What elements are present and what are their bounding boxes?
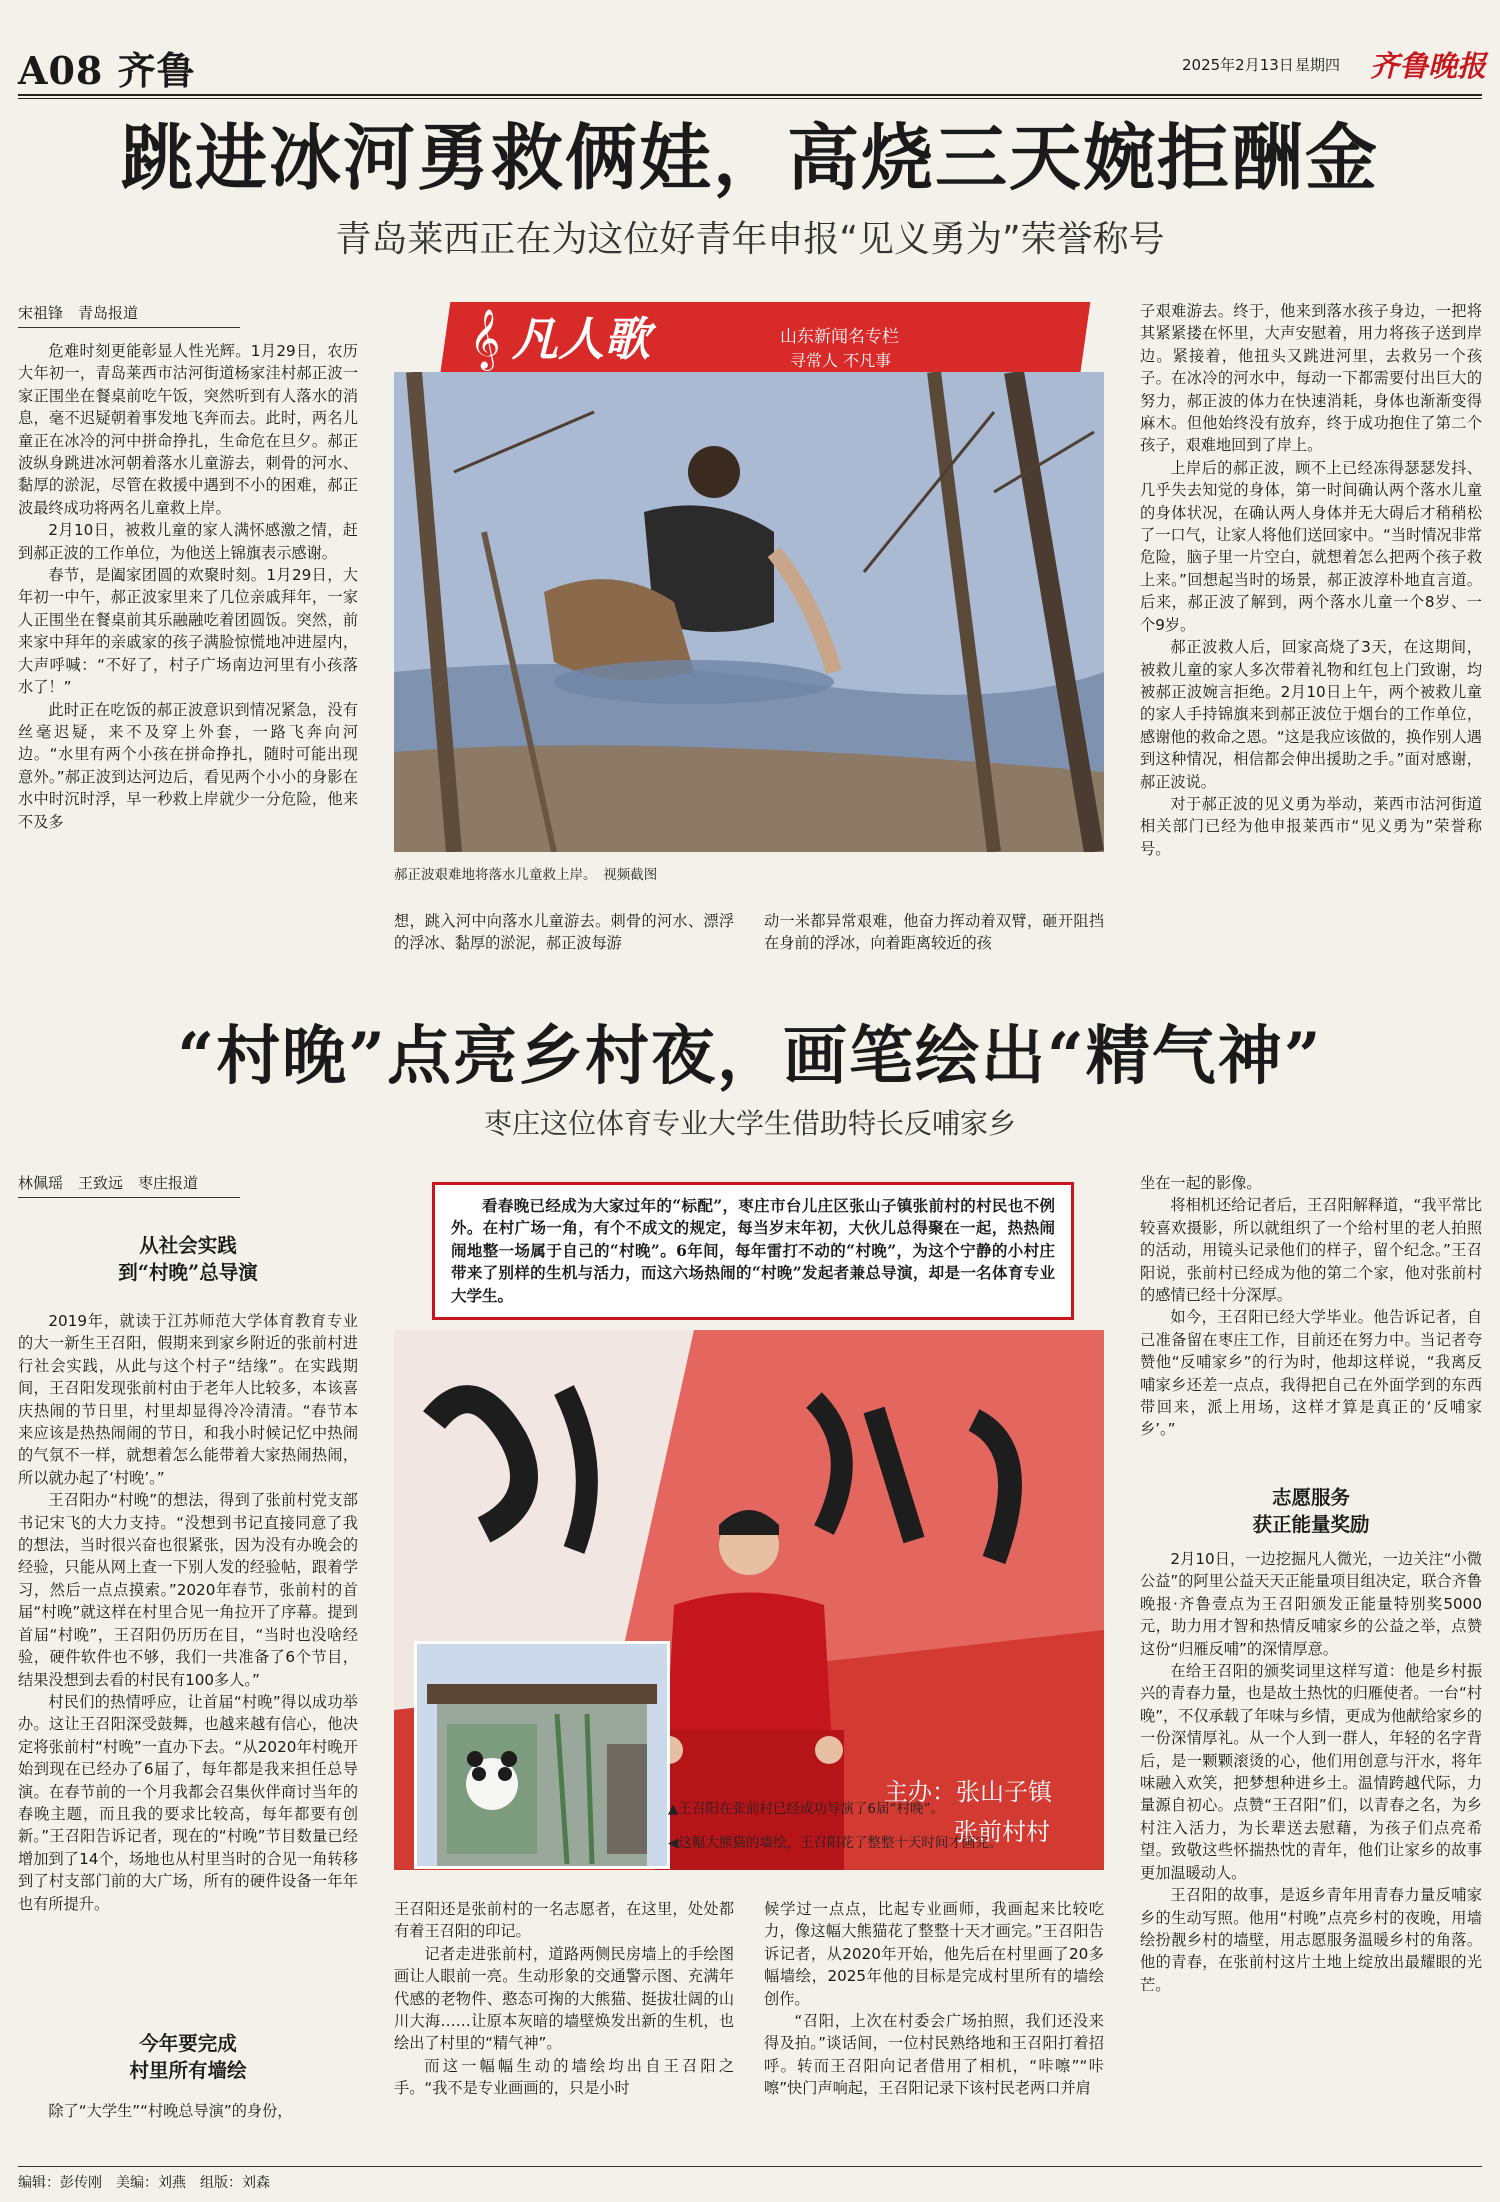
paragraph: 王召阳办“村晚”的想法，得到了张前村党支部书记宋飞的大力支持。“没想到书记直接同意了我的想法，当时很兴奋也很紧张，因为没有办晚会的经验，只能从网上查一下别人发的经验帖，跟着学习，然后一点点摸索。”2020年春节，张前村的首届“村晚”就这样在村里合见一角拉开了序幕。提到首届“村晚”，王召阳仍历历在目，“当时也没啥经验，硬件软件也不够，我们一共准备了6个节目，结果没想到去看的村民有100多人。” [18, 1491, 358, 1689]
portrait-photo-caption: ▲王召阳在张前村已经成功导演了6届“村晚”。 [668, 1801, 944, 1817]
article2-column-3 [764, 1898, 1104, 2148]
intro-paragraph: 看春晚已经成为大家过年的“标配”，枣庄市台儿庄区张山子镇张前村的村民也不例外。在村广场一角，有个不成文的规定，每当岁末年初，大伙儿总得聚在一起，热热闹闹地整一场属于自己的“村晚”。6年间，每年雷打不动的“村晚”，为这个宁静的小村庄带来了别样的生机与活力，而这六场热闹的“村晚”发起者兼总导演，却是一名体育专业大学生。 [451, 1196, 1055, 1305]
article2-column-2 [394, 1898, 734, 2148]
paragraph: 危难时刻更能彰显人性光辉。1月29日，农历大年初一，青岛莱西市沽河街道杨家洼村郝正波一家正围坐在餐桌前吃午饭，突然听到有人落水的消息，毫不迟疑朝着事发地飞奔而去。此时，两名儿童正在冰冷的河中拼命挣扎，生命危在旦夕。郝正波纵身跳进冰河朝着落水儿童游去，刺骨的河水、黏厚的淤泥，尽管在救援中遇到不小的困难，郝正波最终成功将两名儿童救上岸。 [18, 342, 358, 517]
paragraph: “召阳，上次在村委会广场拍照，我们还没来得及拍。”谈话间，一位村民熟络地和王召阳打着招呼。转而王召阳向记者借用了相机，“咔嚓”“咔嚓”快门声响起，王召阳记录下该村民老两口并肩 [764, 2012, 1104, 2098]
newspaper-logo: 齐鲁晚报 [1370, 49, 1487, 83]
event-sign-text-2: 张前村村 [954, 1818, 1050, 1846]
article2-column-4 [1140, 1172, 1482, 1476]
column-banner-line2: 寻常人 不凡事 [790, 351, 892, 370]
article2-byline: 林佩瑶 王致远 枣庄报道 [18, 1172, 240, 1198]
panda-mural-illustration [417, 1644, 667, 1866]
paragraph: 而这一幅幅生动的墙绘均出自王召阳之手。“我不是专业画画的，只是小时 [394, 2056, 734, 2098]
paragraph: 除了“大学生”“村晚总导演”的身份， [48, 2102, 293, 2120]
rescue-photo-caption: 郝正波艰难地将落水儿童救上岸。 视频截图 [394, 867, 658, 883]
paragraph: 此时正在吃饭的郝正波意识到情况紧急，没有丝毫迟疑，来不及穿上外套，一路飞奔向河边。“水里有两个小孩在拼命挣扎，随时可能出现意外。”郝正波到达河边后，看见两个小小的身影在水中时沉时浮，早一秒救上岸就少一分危险，他来不及多 [18, 700, 358, 831]
paragraph: 坐在一起的影像。 [1140, 1174, 1262, 1192]
article1-column-3 [764, 910, 1104, 956]
footer-rule [18, 2166, 1482, 2167]
mural-photo-caption: ◀这幅大熊猫的墙绘，王召阳花了整整十天时间才画完。 [668, 1835, 1003, 1851]
section-heading-2 [18, 2030, 358, 2084]
paragraph: 记者走进张前村，道路两侧民房墙上的手绘图画让人眼前一亮。生动形象的交通警示图、充满年代感的老物件、憨态可掬的大熊猫、挺拔壮阔的山川大海……让原本灰暗的墙壁焕发出新的生机，也绘出了村里的“精气神”。 [394, 1944, 734, 2053]
paragraph: 春节，是阖家团圆的欢聚时刻。1月29日，大年初一中午，郝正波家里来了几位亲戚拜年，一家人正围坐在餐桌前其乐融融吃着团圆饭。突然，前来家中拜年的亲戚家的孩子满脸惊慌地冲进屋内，大声呼喊：“不好了，村子广场南边河里有小孩落水了！” [18, 566, 358, 697]
section-heading-line: 今年要完成 [139, 2032, 237, 2055]
article1-column-4 [1140, 300, 1482, 956]
issue-weekday: 星期四 [1295, 56, 1341, 74]
article2-column-1-tail [18, 2100, 358, 2146]
panda-mural-photo [414, 1641, 670, 1869]
paragraph: 想，跳入河中向落水儿童游去。刺骨的河水、漂浮的浮冰、黏厚的淤泥，郝正波每游 [394, 912, 734, 953]
section-heading-line: 到“村晚”总导演 [118, 1261, 258, 1284]
section-heading-line: 获正能量奖励 [1252, 1513, 1370, 1536]
header-rule-thin [18, 98, 1482, 99]
article2-intro-box [432, 1182, 1074, 1320]
paragraph: 对于郝正波的见义勇为举动，莱西市沽河街道相关部门已经为他申报莱西市“见义勇为”荣誉称号。 [1140, 794, 1482, 858]
paragraph: 村民们的热情呼应，让首届“村晚”得以成功举办。这让王召阳深受鼓舞，也越来越有信心，他决定将张前村“村晚”一直办下去。“从2020年村晚开始到现在已经办了6届了，每年都是我来担任总导演。在春节前的一个月我都会召集伙伴商讨当年的春晚主题，而且我的要求比较高，每年都要有创新。”王召阳告诉记者，现在的“村晚”节目数量已经增加到了14个，场地也从村里当时的合见一角转移到了村支部门前的大广场，所有的硬件设备一年年也有所提升。 [18, 1692, 358, 1913]
article2-subheadline: 枣庄这位体育专业大学生借助特长反哺家乡 [483, 1107, 1016, 1140]
paragraph: 郝正波救人后，回家高烧了3天，在这期间，被救儿童的家人多次带着礼物和红包上门致谢，均被郝正波婉言拒绝。2月10日上午，两个被救儿童的家人手持锦旗来到郝正波位于烟台的工作单位，感谢他的救命之恩。“这是我应该做的，换作别人遇到这种情况，相信都会伸出援助之手。”面对感谢，郝正波说。 [1140, 638, 1482, 791]
rescue-photo-illustration [394, 372, 1104, 852]
paragraph: 子艰难游去。终于，他来到落水孩子身边，一把将其紧紧搂在怀里，大声安慰着，用力将孩子送到岸边。紧接着，他扭头又跳进河里，去救另一个孩子。在冰冷的河水中，每动一下都需要付出巨大的努力，郝正波的体力在快速消耗，身体也渐渐变得麻木。但他始终没有放弃，终于成功抱住了第二个孩子，艰难地回到了岸上。 [1140, 302, 1482, 455]
paragraph: 将相机还给记者后，王召阳解释道，“我平常比较喜欢摄影，所以就组织了一个给村里的老人拍照的活动，用镜头记录他们的样子，留个纪念。”王召阳说，张前村已经成为他的第二个家，他对张前村的感情已经十分深厚。 [1140, 1196, 1482, 1305]
article1-byline: 宋祖锋 青岛报道 [18, 302, 240, 328]
section-heading-line: 从社会实践 [139, 1234, 237, 1257]
article2-column-4-after [1140, 1548, 1482, 2152]
paragraph: 在给王召阳的颁奖词里这样写道：他是乡村振兴的青春力量，也是故土热忱的归雁使者。一台“村晚”，不仅承载了年味与乡情，更成为他献给家乡的一份深情厚礼。从一个人到一群人，年轻的名字背后，是一颗颗滚烫的心，他们用创意与汗水，将年味融入欢笑，把梦想种进乡土。温情跨越代际，力量源自初心。点赞“王召阳”们，以青春之名，为乡村注入活力，为长辈送去慰藉，为孩子们点亮希望。致敬这些怀揣热忱的青年，他们让家乡的故事更加温暖动人。 [1140, 1662, 1482, 1882]
section-heading-1 [18, 1232, 358, 1286]
header-rule [18, 94, 1482, 96]
column-banner-line1: 山东新闻名专栏 [780, 327, 899, 347]
article1-subheadline: 青岛莱西正在为这位好青年申报“见义勇为”荣誉称号 [335, 219, 1165, 260]
paragraph: 2月10日，被救儿童的家人满怀感激之情，赶到郝正波的工作单位，为他送上锦旗表示感谢。 [18, 521, 358, 562]
column-banner-title: 凡人歌 [512, 312, 650, 366]
issue-date: 2025年2月13日 [1182, 56, 1294, 74]
article2-headline: “村晚”点亮乡村夜，画笔绘出“精气神” [177, 1019, 1323, 1094]
paragraph: 上岸后的郝正波，顾不上已经冻得瑟瑟发抖、几乎失去知觉的身体，第一时间确认两个落水儿童的身体状况，在确认两人身体并无大碍后才稍稍松了一口气，让家人将他们送回家中。“当时情况非常危险，脑子里一片空白，就想着怎么把两个孩子救上来。”回想起当时的场景，郝正波淳朴地直言道。后来，郝正波了解到，两个落水儿童一个8岁、一个9岁。 [1140, 458, 1482, 634]
article1-column-1 [18, 340, 358, 954]
section-heading-3 [1140, 1484, 1482, 1538]
article1-column-2 [394, 910, 734, 956]
paragraph: 2月10日，一边挖掘凡人微光，一边关注“小微公益”的阿里公益天天正能量项目组决定，联合齐鲁晚报·齐鲁壹点为王召阳颁发正能量特别奖5000元，助力用才智和热情反哺家乡的公益之举，点赞这份“归雁反哺”的深情厚意。 [1140, 1550, 1482, 1658]
music-note-icon: 𝄞 [469, 309, 501, 369]
paragraph: 候学过一点点，比起专业画师，我画起来比较吃力，像这幅大熊猫花了整整十天才画完。”王召阳告诉记者，从2020年开始，他先后在村里画了20多幅墙绘，2025年他的目标是完成村里所有的墙绘创作。 [764, 1900, 1104, 2008]
paragraph: 如今，王召阳已经大学毕业。他告诉记者，自己准备留在枣庄工作，目前还在努力中。当记者夸赞他“反哺家乡”的行为时，他却这样说，“我离反哺家乡还差一点点，我得把自己在外面学到的东西带回来，派上用场，这样才算是真正的‘反哺家乡’。” [1140, 1308, 1482, 1439]
rescue-photo [394, 372, 1104, 852]
section-heading-line: 志愿服务 [1271, 1486, 1350, 1509]
paragraph: 王召阳的故事，是返乡青年用青春力量反哺家乡的生动写照。他用“村晚”点亮乡村的夜晚，用墙绘扮靓乡村的墙壁，用志愿服务温暖乡村的角落。他的青春，在张前村这片土地上绽放出最耀眼的光芒。 [1140, 1886, 1482, 1994]
paragraph: 2019年，就读于江苏师范大学体育教育专业的大一新生王召阳，假期来到家乡附近的张前村进行社会实践，从此与这个村子“结缘”。在实践期间，王召阳发现张前村由于老年人比较多，本该喜庆热闹的节日里，村里却显得冷冷清清。“春节本来应该是热热闹闹的节日，和我小时候记忆中热闹的气氛不一样，就想着怎么能带着大家热闹热闹，所以就办起了‘村晚’。” [18, 1312, 358, 1487]
article2-column-1 [18, 1310, 358, 2026]
event-sign-text-1: 主办：张山子镇 [884, 1778, 1052, 1806]
paragraph: 王召阳还是张前村的一名志愿者，在这里，处处都有着王召阳的印记。 [394, 1900, 734, 1941]
paragraph: 动一米都异常艰难，他奋力挥动着双臂，砸开阻挡在身前的浮冰，向着距离较近的孩 [764, 912, 1104, 953]
section-heading-line: 村里所有墙绘 [129, 2059, 247, 2082]
page-label: A08 齐鲁 [18, 48, 196, 93]
article1-headline: 跳进冰河勇救俩娃，高烧三天婉拒酬金 [120, 115, 1379, 200]
editor-credits: 编辑：彭传刚 美编：刘燕 组版：刘森 [18, 2175, 270, 2191]
